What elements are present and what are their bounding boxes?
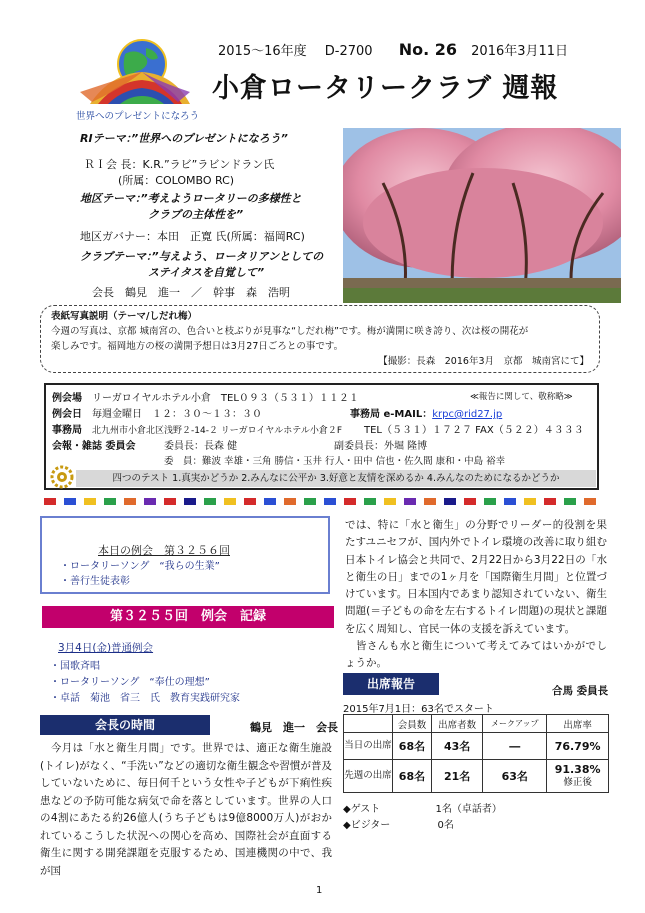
- guest-line: [343, 800, 502, 815]
- table-header-row: [344, 715, 609, 733]
- table-cell: 21名: [431, 760, 482, 793]
- committee-chair: 委員長：長森 健: [164, 441, 238, 452]
- venue-tel: TEL０９３（５３１）１１２１: [220, 393, 359, 404]
- district: D-2700: [324, 44, 373, 59]
- flags-divider: [44, 496, 599, 506]
- photo-credit: 【撮影：長森 2016年3月 京都 城南宮にて】: [378, 356, 589, 367]
- committee-vice-chair: 副委員長：外堀 隆博: [334, 441, 428, 452]
- president-message-continued: では、特に「水と衛生」の分野でリーダー的役割を果たすユニセフが、国内外でトイレ環境の改善に取り組む日本トイレ協会と共同で、2月22日から3月22日の「水と衛生の日」までの1ヶ月を「国際衛生月間」と位置づけています。日本国内であまり認知されていない、衛生問題(＝子どもの命を左右するトイレ問題)の現状と課題を広く周知し、官民一体の支援を訴えています。 皆さんも水と衛生について考えてみてはいかがでしょうか。: [345, 519, 607, 670]
- table-cell: 63名: [483, 760, 547, 793]
- meeting-day: 毎週金曜日 １２：３０～１３：３０: [92, 409, 262, 420]
- guest-label: ◆ゲスト: [343, 804, 381, 815]
- table-cell: 76.79%: [547, 733, 609, 760]
- visitor-count: 0名: [437, 820, 454, 831]
- row-label: 先週の出席: [344, 760, 393, 793]
- email-link[interactable]: krpc@rid27.jp: [432, 409, 503, 420]
- meeting-date: 3月4日(金)普通例会: [58, 642, 154, 654]
- program-item: ・国歌斉唱: [50, 661, 100, 672]
- visitor-line: [343, 816, 454, 831]
- meeting-record-title: 第３２５５回 例会 記録: [42, 606, 334, 628]
- committee-members: 委 員：難波 幸雄・三角 勝信・玉井 行人・田中 信也・佐久間 康和・中島 裕幸: [164, 456, 506, 467]
- president-name: 鶴見 進一 会長: [250, 721, 338, 734]
- table-cell: 68名: [393, 733, 432, 760]
- table-header-cell: 出席率: [547, 715, 609, 733]
- rotary-logo: [80, 34, 190, 114]
- table-row: [344, 733, 609, 760]
- today-meeting-title: 本日の例会 第３２５６回: [98, 544, 230, 557]
- attendance-note: 修正後: [563, 777, 592, 788]
- table-header-cell: [344, 715, 393, 733]
- table-row: [344, 760, 609, 793]
- program-item: ・卓話 菊池 省三 氏 教育実践研究家: [50, 693, 240, 704]
- table-header-cell: メークアップ: [483, 715, 547, 733]
- ri-president-club: (所属：COLOMBO RC): [118, 174, 235, 187]
- issue-date: 2016年3月11日: [471, 44, 569, 59]
- issue-number: No. 26: [398, 40, 458, 59]
- table-cell: 43名: [431, 733, 482, 760]
- attendance-heading: 出席報告: [343, 673, 439, 695]
- program-item: ・ロータリーソング “奉仕の理想”: [50, 677, 210, 688]
- office-label: 事務局: [52, 425, 82, 436]
- club-theme-line2: ステイタスを自覚して”: [148, 266, 265, 279]
- officers: 会長 鶴見 進一 ／ 幹事 森 浩明: [92, 286, 290, 299]
- committee-label: 会報・雑誌 委員会: [52, 441, 136, 452]
- venue: リーガロイヤルホテル小倉: [92, 393, 211, 404]
- newsletter-title: 小倉ロータリークラブ 週報: [212, 73, 559, 104]
- office-address: 北九州市小倉北区浅野２-14-２ リーガロイヤルホテル小倉２F: [92, 426, 342, 436]
- president-message: 今月は「水と衛生月間」です。世界では、適正な衛生施設(トイレ)がなく、“手洗い”などの適切な衛生観念や習慣が普及していないために、毎日何千という女性や子どもが下痢性疾患などの予防可能な病気で命を落としています。世界の人口の4割にあたる約26億人(うち子どもは9億8000万人)がおかれているこうした状況への関心を高め、国際社会が直面する衛生に関する開発課題を克服するため、国連機関の中で、我が国: [40, 742, 332, 877]
- table-cell: ―: [483, 733, 547, 760]
- table-cell: [547, 760, 609, 793]
- four-way-test: 四つのテスト 1.真実かどうか 2.みんなに公平か 3.好意と友情を深めるか 4.みんなのためになるかどうか: [76, 470, 596, 487]
- today-item: ・善行生徒表彰: [60, 576, 130, 587]
- visitor-label: ◆ビジター: [343, 820, 391, 831]
- district-theme-line1: 地区テーマ：”考えようロータリーの多様性と: [80, 192, 302, 205]
- rotary-wheel-icon: [50, 465, 74, 489]
- page-number: 1: [316, 885, 323, 896]
- ri-president: ＲＩ会 長：K.R.”ラビ”ラビンドラン氏: [84, 158, 275, 171]
- photo-description-text-2: 楽しみです。福岡地方の桜の満開予想日は3月27日ごろとの事です。: [51, 341, 344, 352]
- district-theme-line2: クラブの主体性を”: [148, 208, 244, 221]
- fiscal-year: 2015～16年度: [218, 44, 307, 59]
- ri-theme: RIテーマ：”世界へのプレゼントになろう”: [80, 132, 288, 145]
- photo-description-title: 表紙写真説明（テーマ/しだれ梅）: [51, 311, 197, 322]
- attendance-table: [343, 714, 609, 793]
- row-label: 当日の出席: [344, 733, 393, 760]
- governor: 地区ガバナー：本田 正寛 氏(所属：福岡RC): [80, 230, 305, 243]
- today-item: ・ロータリーソング “我らの生業”: [60, 561, 220, 572]
- cover-photo: [343, 128, 621, 303]
- president-time-heading: 会長の時間: [40, 715, 210, 735]
- attendance-chair: 合馬 委員長: [552, 685, 609, 697]
- table-header-cell: 会員数: [393, 715, 432, 733]
- day-label: 例会日: [52, 409, 82, 420]
- office-tel: TEL（５３１）１７２７ FAX（５２２）４３３３: [364, 425, 584, 436]
- venue-label: 例会場: [52, 393, 82, 404]
- attendance-start: 2015年7月1日：63名でスタート: [343, 704, 494, 715]
- attendance-rate: 91.38%: [554, 763, 601, 776]
- email-label: 事務局 e-MAIL：: [350, 409, 433, 420]
- club-theme-line1: クラブテーマ：”与えよう、ロータリアンとしての: [80, 250, 324, 263]
- notice: ≪報告に関して、敬称略≫: [470, 392, 573, 402]
- logo-caption: 世界へのプレゼントになろう: [76, 111, 200, 122]
- issue-meta: [218, 40, 568, 59]
- table-header-cell: 出席者数: [431, 715, 482, 733]
- guest-count: 1名（卓話者）: [435, 804, 502, 815]
- photo-description: [40, 305, 600, 373]
- photo-description-text-1: 今週の写真は、京都 城南宮の、色合いと枝ぶりが見事な“しだれ梅”です。梅が満開に咲き誇り、次は桜の開花が: [51, 326, 529, 337]
- table-cell: 68名: [393, 760, 432, 793]
